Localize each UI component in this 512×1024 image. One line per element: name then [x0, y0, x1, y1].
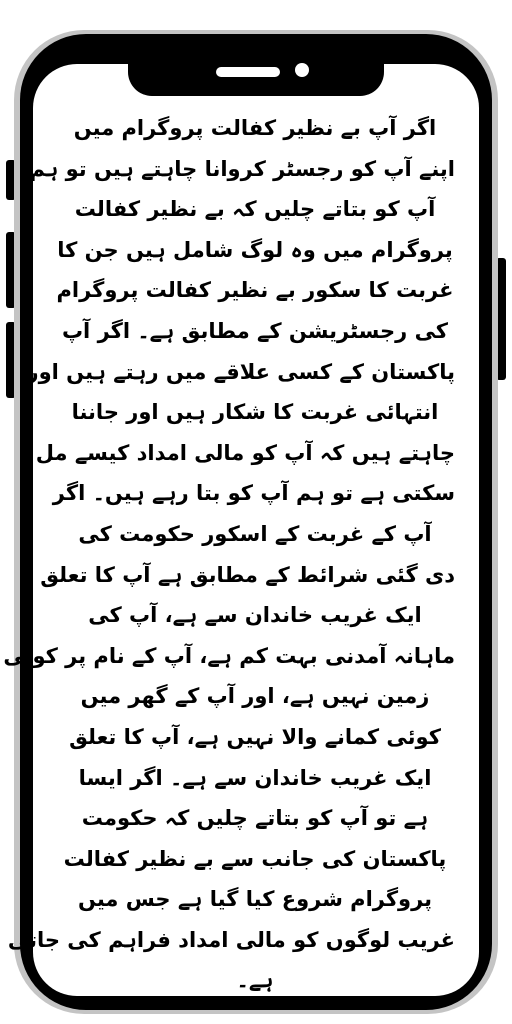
article-text — [3, 108, 455, 1001]
article-line: سکتی ہے تو ہم آپ کو بتا رہے ہیں۔ اگر — [52, 481, 455, 506]
article-line: آپ کو بتاتے چلیں کہ بے نظیر کفالت — [74, 197, 436, 222]
article-line: غربت کا سکور بے نظیر کفالت پروگرام — [56, 278, 454, 303]
article-line: دی گئی شرائط کے مطابق ہے آپ کا تعلق — [40, 562, 455, 587]
article-line: پروگرام شروع کیا گیا ہے جس میں — [77, 887, 433, 912]
article-line: ایک غریب خاندان سے ہے، آپ کی — [88, 603, 422, 628]
article-line: ہے۔ — [236, 968, 274, 993]
article-line: انتہائی غربت کا شکار ہیں اور جاننا — [71, 400, 439, 425]
article-line: زمین نہیں ہے، اور آپ کے گھر میں — [80, 684, 430, 709]
article-line: پاکستان کی جانب سے بے نظیر کفالت — [63, 846, 447, 871]
article-line: غریب لوگوں کو مالی امداد فراہم کی جاتی — [7, 927, 455, 952]
article-line: ہے تو آپ کو بتاتے چلیں کہ حکومت — [81, 806, 429, 831]
front-camera-icon — [295, 63, 309, 77]
article-line: کی رجسٹریشن کے مطابق ہے۔ اگر آپ — [61, 318, 449, 343]
article-line: پاکستان کے کسی علاقے میں رہتے ہیں اور — [26, 359, 455, 384]
article-line: پروگرام میں وہ لوگ شامل ہیں جن کا — [57, 237, 453, 262]
article-line: چاہتے ہیں کہ آپ کو مالی امداد کیسے مل — [35, 440, 455, 465]
article-line: ماہانہ آمدنی بہت کم ہے، آپ کے نام پر کوئی — [3, 643, 455, 668]
speaker-grille — [216, 67, 280, 77]
article-line: آپ کے غربت کے اسکور حکومت کی — [78, 521, 432, 546]
article-line: اپنے آپ کو رجسٹر کروانا چاہتے ہیں تو ہم — [29, 156, 455, 181]
article-line: کوئی کمانے والا نہیں ہے، آپ کا تعلق — [69, 724, 441, 749]
article-line: اگر آپ بے نظیر کفالت پروگرام میں — [73, 116, 437, 140]
article-line: ایک غریب خاندان سے ہے۔ اگر ایسا — [78, 765, 432, 790]
